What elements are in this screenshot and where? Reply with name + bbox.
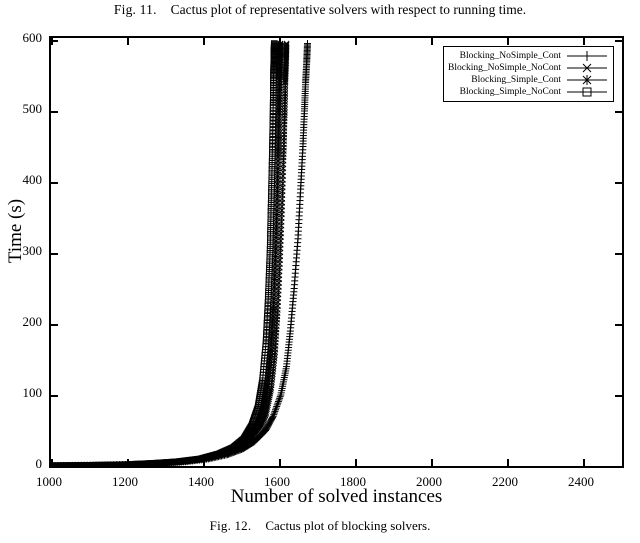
x-tick-label-1400: 1400: [188, 474, 214, 489]
legend-entry-1: [448, 62, 609, 74]
x-axis-title: Number of solved instances: [230, 486, 443, 507]
y-tick-label-0: 0: [35, 456, 42, 471]
y-tick-label-300: 300: [22, 243, 42, 258]
legend-symbol-star-icon: [565, 74, 609, 86]
plot-area: [49, 36, 624, 468]
series-Blocking_Simple_NoCont: [51, 41, 277, 468]
y-tick-right-0: [615, 466, 622, 468]
y-tick-label-200: 200: [22, 314, 42, 329]
x-tick-label-1000: 1000: [36, 474, 62, 489]
figure-caption-bottom: [0, 518, 640, 534]
y-tick-label-100: 100: [22, 385, 42, 400]
legend-symbol-cross-icon: [565, 62, 609, 74]
y-tick-label-400: 400: [22, 172, 42, 187]
legend-entry-0: [448, 50, 609, 62]
legend-label-3: Blocking_Simple_NoCont: [459, 87, 561, 97]
x-tick-label-1200: 1200: [112, 474, 138, 489]
series-Blocking_NoSimple_NoCont: [51, 41, 289, 468]
x-tick-label-1800: 1800: [340, 474, 366, 489]
legend-label-1: Blocking_NoSimple_NoCont: [448, 63, 561, 73]
legend-entry-2: [448, 74, 609, 86]
x-tick-label-1600: 1600: [264, 474, 290, 489]
series-Blocking_Simple_Cont: [51, 40, 284, 468]
figure-caption-bottom-label: Fig. 12.: [209, 518, 252, 533]
legend-label-0: Blocking_NoSimple_Cont: [459, 51, 561, 61]
legend-symbol-square-icon: [565, 86, 609, 98]
series-canvas: [51, 38, 624, 468]
legend-entry-3: [448, 86, 609, 98]
x-tick-label-2400: 2400: [568, 474, 594, 489]
y-axis-title: Time (s): [5, 198, 26, 264]
cactus-plot-figure: [0, 24, 640, 510]
x-tick-label-2200: 2200: [492, 474, 518, 489]
legend: [443, 46, 614, 102]
y-tick-label-600: 600: [22, 30, 42, 45]
y-tick-label-500: 500: [22, 101, 42, 116]
figure-caption-top: [0, 2, 640, 18]
figure-caption-top-text: Cactus plot of representative solvers with respect to running time.: [170, 2, 527, 17]
figure-caption-top-label: Fig. 11.: [113, 2, 157, 17]
x-tick-label-2000: 2000: [416, 474, 442, 489]
figure-caption-bottom-text: Cactus plot of blocking solvers.: [265, 518, 431, 533]
legend-symbol-plus-icon: [565, 50, 609, 62]
y-tick-0: [51, 466, 58, 468]
legend-label-2: Blocking_Simple_Cont: [471, 75, 561, 85]
